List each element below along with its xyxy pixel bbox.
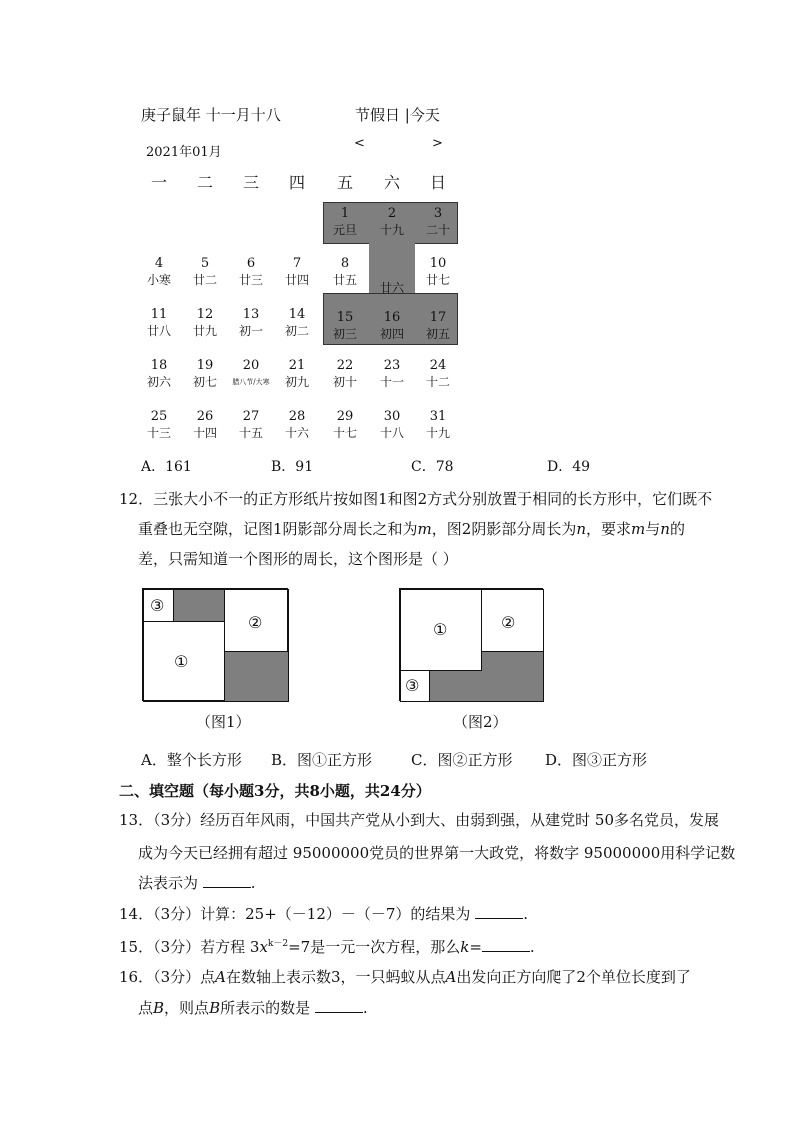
calendar-day-cell[interactable] [136, 307, 182, 339]
calendar-day-cell[interactable] [228, 256, 274, 288]
calendar-day-cell[interactable] [182, 307, 228, 339]
calendar-day-cell[interactable] [228, 409, 274, 441]
q12-option-b: B．图①正方形 [271, 751, 373, 769]
q13-answer-blank[interactable] [203, 873, 251, 888]
day-number: 1 [340, 206, 350, 221]
q16-line-2: 点B，则点B所表示的数是 . [138, 999, 368, 1017]
q13-line-1: 13．（3分）经历百年风雨，中国共产党从小到大、由弱到强，从建党时 50多名党员，发展 [119, 811, 719, 829]
weekday-header: 三 [242, 173, 259, 192]
calendar-day-cell[interactable] [369, 310, 415, 342]
lunar-day-label: 廿八 [146, 324, 171, 338]
holiday-today-links[interactable]: 节假日 |今天 [355, 106, 440, 124]
q11-option-d: D．49 [547, 459, 591, 475]
lunar-day-label: 廿六 [379, 281, 404, 295]
calendar-day-cell[interactable] [415, 310, 461, 342]
day-number: 24 [429, 358, 447, 373]
lunar-day-label: 腊八节/大寒 [232, 378, 270, 386]
calendar-day-cell[interactable] [274, 358, 320, 390]
calendar-day-cell[interactable] [369, 206, 415, 238]
day-number: 30 [383, 409, 401, 424]
lunar-day-label: 初一 [238, 324, 263, 338]
lunar-day-label: 十三 [146, 426, 171, 440]
q12-option-c: C．图②正方形 [411, 751, 513, 769]
day-number: 20 [242, 358, 260, 373]
lunar-day-label: 廿四 [284, 273, 309, 287]
day-number: 4 [154, 256, 164, 271]
weekday-header: 五 [336, 173, 353, 192]
lunar-day-label: 廿九 [192, 324, 217, 338]
day-number: 17 [429, 310, 447, 325]
day-number: 19 [196, 358, 214, 373]
lunar-day-label: 十五 [238, 426, 263, 440]
section-2-heading: 二、填空题（每小题3分，共8小题，共24分） [119, 782, 431, 800]
lunar-day-label: 十九 [425, 426, 450, 440]
calendar-day-cell[interactable] [322, 409, 368, 441]
weekday-header: 二 [196, 173, 213, 192]
fig1-label-1: ① [174, 652, 189, 671]
calendar-day-cell[interactable] [228, 358, 274, 390]
q12-line-2: 重叠也无空隙，记图1阴影部分周长之和为m，图2阴影部分周长为n，要求m与n的 [138, 520, 685, 538]
lunar-day-label: 十八 [379, 426, 404, 440]
weekday-header: 四 [288, 173, 305, 192]
calendar-day-cell[interactable] [415, 256, 461, 288]
q12-option-a: A．整个长方形 [141, 751, 242, 769]
calendar-day-cell[interactable] [415, 358, 461, 390]
day-number: 31 [429, 409, 447, 424]
day-number: 7 [292, 256, 302, 271]
weekday-header: 一 [150, 173, 167, 192]
lunar-day-label: 初三 [332, 327, 357, 341]
lunar-day-label: 十二 [425, 375, 450, 389]
lunar-day-label: 初七 [192, 375, 217, 389]
q16-line-1: 16．（3分）点A在数轴上表示数3，一只蚂蚁从点A出发向正方向爬了2个单位长度到了 [119, 968, 691, 986]
fig2-caption: （图2） [453, 713, 508, 731]
day-number: 14 [288, 307, 306, 322]
weekday-header: 日 [429, 173, 446, 192]
lunar-day-label: 初十 [332, 375, 357, 389]
fig1-caption: （图1） [196, 713, 251, 731]
next-month-button[interactable]: > [432, 136, 443, 151]
day-number: 3 [433, 206, 443, 221]
calendar-day-cell[interactable] [322, 256, 368, 288]
day-number: 26 [196, 409, 214, 424]
q15-line: 15．（3分）若方程 $3x^{k-2}=7$是一元一次方程，那么k= . [119, 938, 535, 956]
day-number [369, 264, 415, 280]
lunar-day-label: 初四 [379, 327, 404, 341]
lunar-day-label: 廿二 [192, 273, 217, 287]
calendar-day-cell[interactable] [136, 358, 182, 390]
q13-line-3: 法表示为 . [138, 874, 256, 892]
lunar-day-label: 二十 [425, 223, 450, 237]
lunar-day-label: 十六 [284, 426, 309, 440]
calendar-day-cell[interactable] [274, 256, 320, 288]
day-number: 12 [196, 307, 214, 322]
lunar-date-title: 庚子鼠年 十一月十八 [141, 106, 281, 124]
q13-line-2: 成为今天已经拥有超过 95000000党员的世界第一大政党，将数字 95000000用科学记数 [138, 844, 736, 862]
calendar-day-cell[interactable] [228, 307, 274, 339]
fig1-label-2: ② [248, 613, 263, 632]
q14-line: 14．（3分）计算：25+（－12）－（－7）的结果为 . [119, 905, 528, 923]
calendar-day-cell[interactable] [274, 409, 320, 441]
day-number: 6 [246, 256, 256, 271]
day-number: 16 [383, 310, 401, 325]
day-number: 23 [383, 358, 401, 373]
day-number: 27 [242, 409, 260, 424]
lunar-day-label: 廿三 [238, 273, 263, 287]
day-number: 13 [242, 307, 260, 322]
day-number: 21 [288, 358, 306, 373]
fig2-label-2: ② [501, 613, 516, 632]
lunar-day-label: 十四 [192, 426, 217, 440]
q12-line-3: 差，只需知道一个图形的周长，这个图形是（ ） [138, 550, 458, 568]
fig2-label-3: ③ [405, 676, 420, 695]
lunar-day-label: 十七 [332, 426, 357, 440]
calendar-day-cell[interactable] [369, 409, 415, 441]
day-number: 8 [340, 256, 350, 271]
fig2-label-1: ① [433, 620, 448, 639]
day-number: 11 [150, 307, 168, 322]
day-number: 18 [150, 358, 168, 373]
lunar-day-label: 元旦 [332, 223, 357, 237]
calendar-day-cell[interactable] [322, 206, 368, 238]
day-number: 5 [200, 256, 210, 271]
lunar-day-label: 初二 [284, 324, 309, 338]
calendar-day-cell[interactable] [182, 358, 228, 390]
lunar-day-label: 初五 [425, 327, 450, 341]
calendar-day-cell[interactable] [136, 409, 182, 441]
q11-option-b: B．91 [271, 459, 314, 475]
day-number: 15 [336, 310, 354, 325]
fig1-shaded-top [173, 589, 225, 622]
calendar-day-cell[interactable] [274, 307, 320, 339]
q11-option-c: C．78 [411, 459, 454, 475]
q14-answer-blank[interactable] [475, 904, 523, 919]
calendar-day-cell[interactable] [322, 310, 368, 342]
day-number: 10 [429, 256, 447, 271]
day-number: 28 [288, 409, 306, 424]
calendar-day-cell[interactable] [322, 358, 368, 390]
weekday-header: 六 [383, 173, 400, 192]
q11-option-a: A．161 [141, 459, 192, 475]
q12-line-1: 12．三张大小不一的正方形纸片按如图1和图2方式分别放置于相同的长方形中，它们既不 [119, 490, 713, 508]
lunar-day-label: 廿五 [332, 273, 357, 287]
calendar-day-cell[interactable] [136, 256, 182, 288]
calendar-day-cell[interactable] [415, 206, 461, 238]
day-number: 2 [387, 206, 397, 221]
q12-option-d: D．图③正方形 [545, 751, 648, 769]
lunar-day-label: 十一 [379, 375, 404, 389]
fig1-label-3: ③ [150, 596, 165, 615]
calendar-day-cell[interactable] [182, 256, 228, 288]
lunar-day-label: 初九 [284, 375, 309, 389]
prev-month-button[interactable]: < [354, 136, 365, 151]
calendar-month: 2021年01月 [146, 145, 222, 160]
lunar-day-label: 初六 [146, 375, 171, 389]
fig1-shaded-bottom [224, 651, 289, 702]
day-number: 22 [336, 358, 354, 373]
lunar-day-label: 廿七 [425, 273, 450, 287]
lunar-day-label: 小寒 [146, 273, 171, 287]
calendar-day-cell[interactable] [415, 409, 461, 441]
q16-answer-blank[interactable] [315, 998, 363, 1013]
figure-2 [399, 588, 543, 701]
figure-1 [142, 588, 288, 701]
lunar-day-label: 十九 [379, 223, 404, 237]
calendar-day-cell[interactable] [369, 264, 415, 296]
day-number: 25 [150, 409, 168, 424]
q15-answer-blank[interactable] [482, 937, 530, 952]
calendar-day-cell[interactable] [369, 358, 415, 390]
calendar-day-cell[interactable] [182, 409, 228, 441]
day-number: 29 [336, 409, 354, 424]
